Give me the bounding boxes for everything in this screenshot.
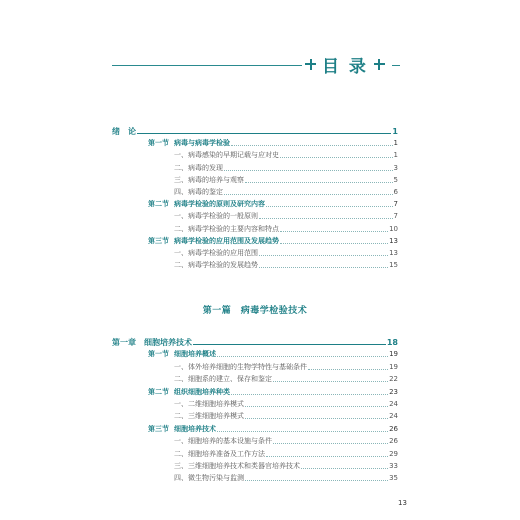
toc-page-number: 7	[393, 212, 398, 221]
toc-page-number: 1	[393, 139, 398, 148]
part-heading: 第一篇 病毒学检验技术	[202, 306, 308, 316]
toc-entry-label: 四、微生物污染与监测	[174, 474, 244, 483]
toc-leader-dots	[137, 133, 391, 134]
toc-leader-dots	[273, 443, 388, 444]
toc-section-title: 病毒学检验的应用范围及发展趋势	[174, 236, 279, 245]
toc-page-number: 3	[393, 163, 398, 172]
toc-entry-label: 二、细胞系的建立、保存和鉴定	[174, 375, 272, 384]
toc-page-number: 7	[393, 200, 398, 209]
toc-chapter-entry	[112, 124, 398, 136]
toc-page-number: 19	[389, 362, 398, 371]
toc-page-number: 23	[389, 387, 398, 396]
toc-section-title: 细胞培养技术	[174, 424, 216, 433]
toc-entry-label: 二、病毒的发现	[174, 163, 223, 172]
toc-subsection-entry	[112, 161, 398, 173]
toc-leader-dots	[301, 468, 388, 469]
toc-page-number: 29	[389, 449, 398, 458]
toc-section-title: 病毒学检验的原则及研究内容	[174, 200, 265, 209]
toc-entry-label: 绪 论	[112, 127, 136, 136]
toc-page-number: 33	[389, 462, 398, 470]
toc-entry-label: 三、病毒的培养与观察	[174, 175, 244, 184]
toc-subsection-entry	[112, 360, 398, 372]
toc-subsection-entry	[112, 148, 398, 160]
toc-entry-label: 二、细胞培养准备及工作方法	[174, 449, 265, 458]
toc-entry-label: 一、病毒学检验的应用范围	[174, 249, 258, 257]
toc-page-number: 15	[389, 261, 398, 270]
toc-leader-dots	[266, 456, 388, 457]
toc-subsection-entry	[112, 185, 398, 197]
toc-leader-dots	[217, 356, 388, 357]
toc-page-number: 35	[389, 474, 398, 483]
toc-leader-dots	[245, 406, 388, 407]
toc-section-title: 组织细胞培养种类	[174, 387, 230, 396]
title-rule-left	[112, 65, 302, 66]
toc-section-number: 第一节	[148, 350, 169, 359]
toc-page-number: 22	[389, 375, 398, 384]
toc-page-number: 13	[389, 249, 398, 257]
toc-entry-label: 一、体外培养细胞的生物学特性与基础条件	[174, 362, 307, 371]
cross-ornament-icon	[305, 59, 316, 70]
toc-entry-label: 三、三维细胞培养技术和类器官培养技术	[174, 462, 300, 470]
toc-leader-dots	[245, 418, 388, 419]
toc-page-number: 19	[389, 350, 398, 359]
toc-entry-label: 一、二维细胞培养模式	[174, 400, 244, 408]
toc-subsection-entry	[112, 173, 398, 185]
toc-entry-label	[112, 388, 230, 397]
toc-section-number: 第二节	[148, 387, 169, 396]
toc-entry-label	[112, 139, 230, 148]
toc-leader-dots	[259, 267, 388, 268]
toc-leader-dots	[266, 206, 393, 207]
toc-subsection-entry	[112, 246, 398, 258]
toc-leader-dots	[280, 157, 393, 158]
toc-section-entry	[112, 136, 398, 148]
page-number: 13	[398, 499, 407, 507]
toc-section-number: 第三节	[148, 424, 169, 433]
toc-page-number: 10	[389, 224, 398, 233]
toc-leader-dots	[259, 218, 393, 219]
toc-page-number: 1	[392, 127, 398, 136]
toc-section-entry	[112, 347, 398, 359]
toc-leader-dots	[280, 231, 388, 232]
toc-section-number: 第一节	[148, 139, 169, 148]
toc-leader-dots	[224, 194, 393, 195]
toc-page-number: 18	[386, 338, 398, 347]
toc-page-number: 5	[393, 175, 398, 184]
toc-leader-dots	[308, 369, 388, 370]
toc-entry-label: 一、病毒感染的早期记载与应对史	[174, 151, 279, 160]
page-title-text: 目 录	[322, 56, 368, 77]
toc-section-title: 病毒与病毒学检验	[174, 139, 230, 148]
toc-page-number: 24	[389, 412, 398, 421]
toc-entry-label	[112, 200, 265, 209]
toc-entry-label	[112, 237, 279, 246]
toc-entry-label	[112, 425, 216, 434]
toc-section-number: 第二节	[148, 200, 169, 209]
toc-subsection-entry	[112, 434, 398, 446]
toc-page-number: 24	[389, 400, 398, 408]
toc-page-number: 26	[389, 437, 398, 446]
toc-entry-label: 一、病毒学检验的一般原则	[174, 212, 258, 221]
toc-subsection-entry	[112, 471, 398, 483]
toc-subsection-entry	[112, 397, 398, 409]
toc-entry-label: 第一章 细胞培养技术	[112, 338, 192, 347]
toc-leader-dots	[217, 431, 388, 432]
toc-page-number: 13	[389, 236, 398, 245]
toc-section-entry	[112, 385, 398, 397]
toc-leader-dots	[273, 381, 388, 382]
toc-page-number: 1	[393, 151, 398, 160]
toc-leader-dots	[224, 170, 393, 171]
toc-leader-dots	[259, 255, 388, 256]
toc-leader-dots	[231, 145, 393, 146]
toc-page-number: 26	[389, 424, 398, 433]
toc-entry-label: 四、病毒的鉴定	[174, 188, 223, 196]
cross-ornament-icon	[374, 59, 385, 70]
toc-chapter-entry	[112, 335, 398, 347]
toc-entry-label: 二、病毒学检验的发展趋势	[174, 261, 258, 270]
toc-subsection-entry	[112, 222, 398, 234]
toc-section-title: 细胞培养概述	[174, 350, 216, 359]
toc-subsection-entry	[112, 409, 398, 421]
toc-section-entry	[112, 197, 398, 209]
toc-entry-label: 一、细胞培养的基本设施与条件	[174, 437, 272, 446]
toc-section-entry	[112, 422, 398, 434]
toc-section-number: 第三节	[148, 236, 169, 245]
toc-leader-dots	[245, 480, 388, 481]
toc-subsection-entry	[112, 372, 398, 384]
toc-leader-dots	[280, 243, 388, 244]
toc-subsection-entry	[112, 459, 398, 471]
toc-subsection-entry	[112, 258, 398, 270]
toc-leader-dots	[193, 344, 386, 345]
toc-section-entry	[112, 234, 398, 246]
toc-leader-dots	[245, 182, 393, 183]
toc-entry-label: 二、三维细胞培养模式	[174, 412, 244, 421]
toc-subsection-entry	[112, 209, 398, 221]
toc-subsection-entry	[112, 447, 398, 459]
toc-leader-dots	[231, 394, 388, 395]
toc-page-number: 6	[393, 188, 398, 196]
page-title	[305, 52, 385, 76]
toc-entry-label	[112, 350, 216, 359]
title-rule-right	[392, 65, 400, 66]
toc-entry-label: 二、病毒学检验的主要内容和特点	[174, 224, 279, 233]
